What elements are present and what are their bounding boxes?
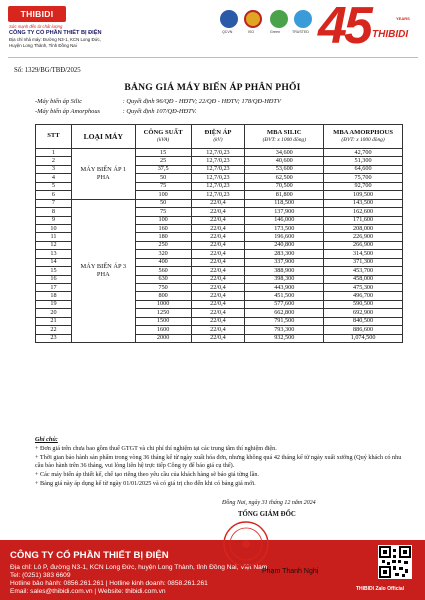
notes-title: Ghi chú: <box>35 436 58 443</box>
iso-badge-icon <box>244 10 262 28</box>
cell-power: 1600 <box>135 326 191 334</box>
cell-silic-price: 53,600 <box>245 165 324 173</box>
footer-hotline: Hotline bảo hành: 0856.261.261 | Hotline kinh doanh: 0858.261.261 <box>10 580 208 587</box>
cell-voltage: 12,7/0,23 <box>191 191 245 199</box>
cell-silic-price: 62,500 <box>245 174 324 182</box>
cell-stt: 6 <box>36 191 72 199</box>
cell-stt: 1 <box>36 149 72 157</box>
cell-power: 160 <box>135 224 191 232</box>
company-stamp-icon <box>222 520 270 568</box>
cell-voltage: 22/0,4 <box>191 250 245 258</box>
cell-voltage: 22/0,4 <box>191 284 245 292</box>
cell-amorphous-price: 886,600 <box>324 326 403 334</box>
header-power-unit: (kVA) <box>157 136 170 143</box>
cell-silic-price: 173,500 <box>245 224 324 232</box>
cell-silic-price: 791,500 <box>245 317 324 325</box>
cell-stt: 20 <box>36 309 72 317</box>
header-power: CÔNG SUẤT (kVA) <box>135 125 191 149</box>
cell-power: 560 <box>135 267 191 275</box>
cell-stt: 16 <box>36 275 72 283</box>
cell-voltage: 22/0,4 <box>191 317 245 325</box>
cell-voltage: 22/0,4 <box>191 233 245 241</box>
note-item: + Bảng giá này áp dụng kể từ ngày 01/01/2025 và có giá trị cho đến khi có bảng giá mới. <box>35 479 256 487</box>
cell-stt: 18 <box>36 292 72 300</box>
cell-amorphous-price: 496,700 <box>324 292 403 300</box>
note-item: + Đơn giá trên chưa bao gồm thuế GTGT và chi phí thí nghiệm tại các trung tâm thí nghiệm điện. <box>35 444 277 452</box>
certification-badges <box>218 6 318 50</box>
badge-label: QCVN <box>222 30 233 34</box>
cell-stt: 11 <box>36 233 72 241</box>
cell-amorphous-price: 143,500 <box>324 199 403 207</box>
letterhead <box>0 0 425 60</box>
table-body <box>36 149 403 343</box>
cell-amorphous-price: 92,700 <box>324 182 403 190</box>
cell-stt: 9 <box>36 216 72 224</box>
footer <box>0 540 425 600</box>
cell-voltage: 12,7/0,23 <box>191 182 245 190</box>
cell-power: 2000 <box>135 334 191 342</box>
cell-type: MÁY BIẾN ÁP 3 PHA <box>71 199 135 342</box>
cell-amorphous-price: 171,600 <box>324 216 403 224</box>
cell-amorphous-price: 692,900 <box>324 309 403 317</box>
cell-silic-price: 443,900 <box>245 284 324 292</box>
badge-label: Green <box>270 30 280 34</box>
table-row <box>36 199 403 207</box>
note-item: + Thời gian bảo hành sản phẩm trong vòng 36 tháng kể từ ngày xuất hóa đơn, nhưng không quá 42 tháng kể từ ngày xuất xưởng (Quý khách có nhu cầu bảo hành trên 36 tháng, vui lòng liên hệ trực tiếp Công ty để báo giá cụ thể). <box>35 453 402 470</box>
cell-silic-price: 662,800 <box>245 309 324 317</box>
cell-stt: 10 <box>36 224 72 232</box>
notes <box>35 436 407 489</box>
cell-power: 75 <box>135 182 191 190</box>
cell-stt: 2 <box>36 157 72 165</box>
cell-stt: 8 <box>36 208 72 216</box>
anniversary-number: 45 <box>318 0 370 55</box>
cell-stt: 13 <box>36 250 72 258</box>
cell-stt: 21 <box>36 317 72 325</box>
cell-power: 250 <box>135 241 191 249</box>
cell-amorphous-price: 1,074,500 <box>324 334 403 342</box>
badge-label: TRUSTED <box>292 30 309 34</box>
cell-silic-price: 388,900 <box>245 267 324 275</box>
page-title: BẢNG GIÁ MÁY BIẾN ÁP PHÂN PHỐI <box>124 82 301 93</box>
cell-amorphous-price: 453,700 <box>324 267 403 275</box>
reference-value: : Quyết định 96/QĐ - HĐTV; 22/QĐ - HĐTV; 178/QĐ-HĐTV <box>122 98 281 105</box>
cell-amorphous-price: 109,500 <box>324 191 403 199</box>
cell-amorphous-price: 226,900 <box>324 233 403 241</box>
signatory-name: Phạm Thanh Nghị <box>262 568 319 575</box>
cell-silic-price: 932,500 <box>245 334 324 342</box>
cell-power: 1500 <box>135 317 191 325</box>
cell-amorphous-price: 51,300 <box>324 157 403 165</box>
cell-stt: 22 <box>36 326 72 334</box>
cell-stt: 15 <box>36 267 72 275</box>
anniversary-logo <box>318 0 422 55</box>
cell-silic-price: 337,900 <box>245 258 324 266</box>
cell-silic-price: 451,500 <box>245 292 324 300</box>
cell-power: 750 <box>135 284 191 292</box>
cell-stt: 14 <box>36 258 72 266</box>
cell-amorphous-price: 266,900 <box>324 241 403 249</box>
cell-stt: 17 <box>36 284 72 292</box>
cell-voltage: 22/0,4 <box>191 326 245 334</box>
table-header-row <box>36 125 403 149</box>
cell-stt: 7 <box>36 199 72 207</box>
cell-silic-price: 146,000 <box>245 216 324 224</box>
reference-amorphous <box>35 108 196 115</box>
cell-power: 1000 <box>135 300 191 308</box>
cell-voltage: 12,7/0,23 <box>191 165 245 173</box>
reference-value: : Quyết định 107/QĐ-HĐTV. <box>122 108 197 115</box>
cell-amorphous-price: 314,500 <box>324 250 403 258</box>
cell-stt: 12 <box>36 241 72 249</box>
cell-power: 800 <box>135 292 191 300</box>
cell-stt: 4 <box>36 174 72 182</box>
cell-voltage: 22/0,4 <box>191 309 245 317</box>
cell-power: 320 <box>135 250 191 258</box>
cell-silic-price: 283,300 <box>245 250 324 258</box>
signature-place-date: Đồng Nai, ngày 31 tháng 12 năm 2024 <box>222 500 316 506</box>
cell-silic-price: 34,600 <box>245 149 324 157</box>
badge-label: ISO <box>248 30 255 34</box>
cell-power: 100 <box>135 191 191 199</box>
cell-power: 1250 <box>135 309 191 317</box>
signature-title: TỔNG GIÁM ĐỐC <box>238 511 296 518</box>
qr-caption: THIBIDI Zalo Official <box>356 586 405 592</box>
cell-silic-price: 40,600 <box>245 157 324 165</box>
cell-stt: 19 <box>36 300 72 308</box>
price-table <box>35 124 403 343</box>
cell-silic-price: 70,500 <box>245 182 324 190</box>
factory-address-line2: Huyện Long Thành, Tỉnh Đồng Nai <box>9 43 77 48</box>
cell-amorphous-price: 42,700 <box>324 149 403 157</box>
anniversary-brand: THIBIDI <box>372 29 409 40</box>
cell-voltage: 22/0,4 <box>191 199 245 207</box>
cell-power: 400 <box>135 258 191 266</box>
zalo-qr-code-icon[interactable] <box>378 545 412 579</box>
cell-type: MÁY BIẾN ÁP 1 PHA <box>71 149 135 200</box>
header-divider <box>8 57 418 58</box>
cell-voltage: 22/0,4 <box>191 258 245 266</box>
header-silic: MBA SILIC (ĐVT: x 1000 đồng) <box>245 125 324 149</box>
cell-silic-price: 793,300 <box>245 326 324 334</box>
cell-voltage: 12,7/0,23 <box>191 149 245 157</box>
header-silic-unit: (ĐVT: x 1000 đồng) <box>262 136 306 143</box>
document-number: Số: 1329/BG/TBĐ/2025 <box>14 67 81 74</box>
cell-silic-price: 118,500 <box>245 199 324 207</box>
header-type: LOẠI MÁY <box>71 125 135 149</box>
reference-label: -Máy biến áp Silic <box>35 98 83 105</box>
cell-amorphous-price: 475,300 <box>324 284 403 292</box>
cell-amorphous-price: 840,500 <box>324 317 403 325</box>
thibidi-logo <box>8 6 66 22</box>
cell-voltage: 22/0,4 <box>191 300 245 308</box>
footer-address: Địa chỉ: Lô P, đường N3-1, KCN Long Đức, huyện Long Thành, tỉnh Đồng Nai, Việt Nam <box>10 564 268 571</box>
cell-power: 25 <box>135 157 191 165</box>
cell-voltage: 22/0,4 <box>191 267 245 275</box>
header-amorphous: MBA AMORPHOUS (ĐVT: x 1000 đồng) <box>324 125 403 149</box>
cell-silic-price: 196,600 <box>245 233 324 241</box>
footer-company: CÔNG TY CỔ PHẦN THIẾT BỊ ĐIỆN <box>10 550 169 561</box>
logo-text: THIBIDI <box>20 9 54 19</box>
company-name: CÔNG TY CỔ PHẦN THIẾT BỊ ĐIỆN <box>9 30 102 36</box>
cell-voltage: 22/0,4 <box>191 216 245 224</box>
cell-voltage: 12,7/0,23 <box>191 157 245 165</box>
cell-power: 630 <box>135 275 191 283</box>
green-badge-icon <box>270 10 288 28</box>
cell-stt: 23 <box>36 334 72 342</box>
header-stt: STT <box>36 125 72 149</box>
cell-stt: 3 <box>36 165 72 173</box>
header-voltage: ĐIỆN ÁP (kV) <box>191 125 245 149</box>
cell-silic-price: 577,600 <box>245 300 324 308</box>
header-amorphous-unit: (ĐVT: x 1000 đồng) <box>341 136 385 143</box>
cell-power: 100 <box>135 216 191 224</box>
cell-amorphous-price: 75,700 <box>324 174 403 182</box>
anniversary-years: YEARS <box>396 16 410 21</box>
cell-amorphous-price: 458,000 <box>324 275 403 283</box>
cell-power: 50 <box>135 174 191 182</box>
table-row <box>36 149 403 157</box>
qcvn-badge-icon <box>220 10 238 28</box>
header-voltage-unit: (kV) <box>213 136 223 143</box>
cell-voltage: 22/0,4 <box>191 292 245 300</box>
cell-voltage: 22/0,4 <box>191 334 245 342</box>
cell-power: 37,5 <box>135 165 191 173</box>
trusted-badge-icon <box>294 10 312 28</box>
cell-amorphous-price: 590,500 <box>324 300 403 308</box>
cell-silic-price: 81,800 <box>245 191 324 199</box>
cell-power: 75 <box>135 208 191 216</box>
cell-power: 15 <box>135 149 191 157</box>
cell-amorphous-price: 208,000 <box>324 224 403 232</box>
cell-amorphous-price: 162,600 <box>324 208 403 216</box>
cell-amorphous-price: 371,300 <box>324 258 403 266</box>
cell-silic-price: 240,800 <box>245 241 324 249</box>
cell-voltage: 22/0,4 <box>191 224 245 232</box>
cell-silic-price: 137,900 <box>245 208 324 216</box>
cell-voltage: 22/0,4 <box>191 208 245 216</box>
reference-silic <box>35 98 281 105</box>
cell-power: 180 <box>135 233 191 241</box>
cell-amorphous-price: 64,600 <box>324 165 403 173</box>
factory-address-line1: Địa chỉ nhà máy: Đường N3-1, KCN Long Đức, <box>9 37 101 42</box>
tagline: Sức mạnh đến từ chất lượng <box>9 24 63 29</box>
cell-silic-price: 398,300 <box>245 275 324 283</box>
footer-email: Email: sales@thibidi.com.vn | Website: thibidi.com.vn <box>10 588 166 595</box>
cell-voltage: 22/0,4 <box>191 275 245 283</box>
cell-voltage: 22/0,4 <box>191 241 245 249</box>
note-item: + Các máy biến áp thiết kế, chế tạo riêng theo yêu cầu của khách hàng sẽ báo giá từng lần. <box>35 471 260 479</box>
cell-stt: 5 <box>36 182 72 190</box>
cell-power: 50 <box>135 199 191 207</box>
footer-tel: Tel: (0251) 383 6609 <box>10 572 71 579</box>
reference-label: -Máy biến áp Amorphous <box>35 108 101 115</box>
cell-voltage: 12,7/0,23 <box>191 174 245 182</box>
